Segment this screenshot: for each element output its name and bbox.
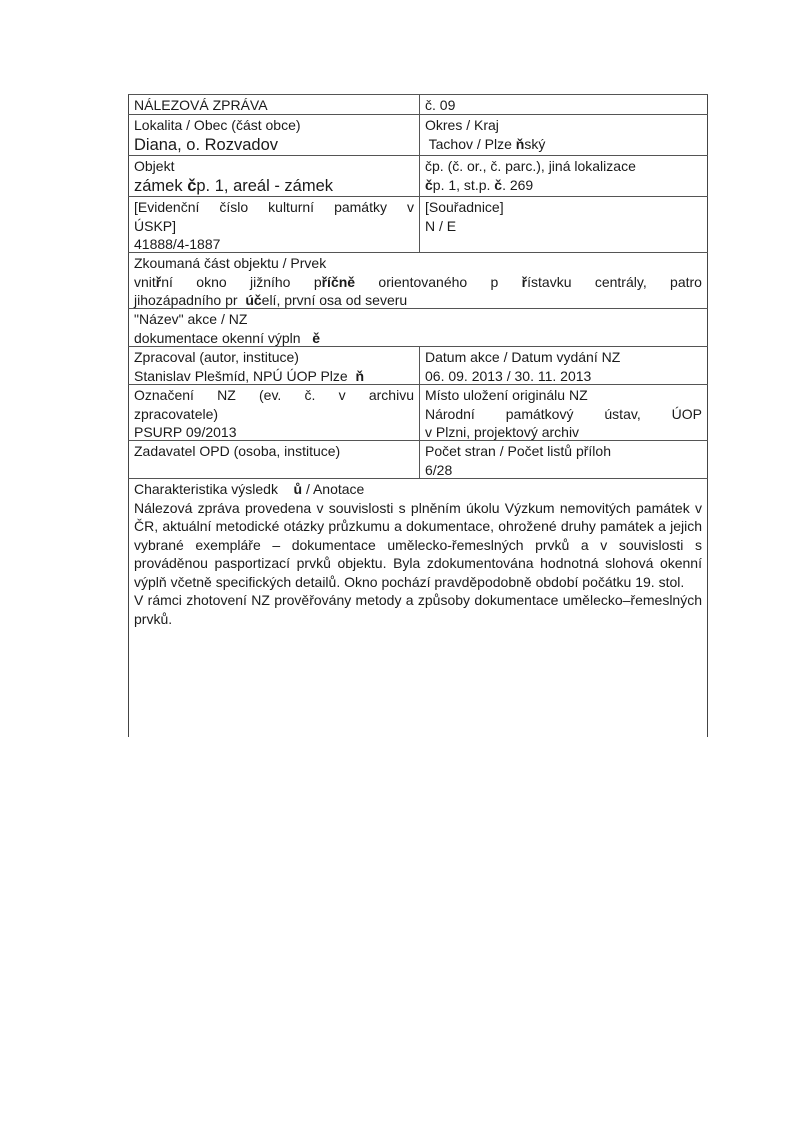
date-value: 06. 09. 2013 / 30. 11. 2013 (425, 367, 592, 384)
row-annotation (128, 478, 708, 736)
pages-value: 6/28 (425, 461, 453, 478)
locality-value: Diana, o. Rozvadov (134, 135, 278, 154)
annotation-paragraph-2: V rámci zhotovení NZ prověřovány metody a způsoby dokumentace umělecko–řemeslných prvků. (134, 592, 702, 627)
annotation-label (134, 480, 702, 499)
address-value-part: . 269 (502, 176, 534, 193)
object-value (134, 176, 414, 196)
address-value-bold: č (494, 176, 503, 193)
part-text: orientovaného p (355, 273, 522, 290)
district-cell (420, 115, 708, 155)
address-value-part: p. 1, st.p. (432, 176, 495, 193)
row-designation (128, 384, 708, 440)
name-label: "Název" akce / NZ (134, 311, 248, 327)
storage-cell (420, 385, 708, 440)
object-cell (128, 156, 420, 196)
row-title (128, 94, 708, 114)
date-cell (420, 347, 708, 384)
row-object (128, 155, 708, 196)
name-value (134, 329, 702, 347)
district-value-bold: ň (515, 135, 525, 152)
designation-value: PSURP 09/2013 (134, 424, 237, 440)
address-label: čp. (č. or., č. parc.), jiná lokalizace (425, 158, 636, 174)
report-number: č. 09 (425, 97, 456, 113)
coords-cell (420, 197, 708, 252)
object-value-part: p. 1, areál - zámek (196, 176, 334, 195)
number-cell (420, 95, 708, 114)
storage-value-line1: Národní památkový ústav, ÚOP (425, 405, 702, 422)
part-text-bold: ř (155, 273, 162, 290)
report-table (128, 94, 708, 736)
annotation-cell (128, 479, 708, 737)
name-value-part: dokumentace okenní výpln (134, 329, 313, 346)
row-part (128, 252, 708, 308)
report-title: NÁLEZOVÁ ZPRÁVA (134, 97, 268, 113)
address-value-bold: č (425, 176, 433, 193)
coords-label: [Souřadnice] (425, 199, 504, 215)
part-text-bold: říčně (321, 273, 356, 290)
author-cell (128, 347, 420, 384)
coords-value: N / E (425, 217, 457, 234)
part-text: jihozápadního pr (134, 292, 246, 308)
evidence-value: 41888/4-1887 (134, 236, 221, 252)
annotation-label-bold: ů (293, 481, 303, 497)
part-text: ní okno jižního p (161, 273, 322, 290)
address-cell (420, 156, 708, 196)
part-text: vnit (134, 273, 156, 290)
object-value-bold: č (187, 176, 197, 195)
object-label: Objekt (134, 158, 175, 174)
part-value-line1 (134, 273, 702, 292)
row-name (128, 308, 708, 346)
author-value-bold: ň (355, 367, 365, 384)
district-value-part: Tachov / Plze (425, 135, 516, 152)
pages-label: Počet stran / Počet listů příloh (425, 443, 611, 459)
storage-value-line2: v Plzni, projektový archiv (425, 424, 580, 440)
part-text-bold: ř (521, 273, 528, 290)
part-value-line2 (134, 291, 702, 308)
name-value-bold: ě (312, 329, 321, 346)
evidence-label-line1: [Evidenční číslo kulturní památky v (134, 199, 414, 215)
district-label: Okres / Kraj (425, 117, 499, 133)
locality-cell (128, 115, 420, 155)
object-value-part: zámek (134, 176, 188, 195)
annotation-label-part: Charakteristika výsledk (134, 481, 294, 497)
designation-cell (128, 385, 420, 440)
district-value-part: ský (524, 135, 546, 152)
date-label: Datum akce / Datum vydání NZ (425, 349, 621, 365)
pages-cell (420, 441, 708, 478)
title-cell (128, 95, 420, 114)
name-cell (128, 309, 708, 346)
designation-label-line1: Označení NZ (ev. č. v archivu (134, 387, 414, 403)
author-value (134, 367, 414, 385)
annotation-label-part: / Anotace (302, 481, 365, 497)
author-label: Zpracoval (autor, instituce) (134, 349, 299, 365)
storage-label: Místo uložení originálu NZ (425, 387, 588, 403)
client-cell (128, 441, 420, 478)
part-text: ístavku centrály, patro (527, 273, 702, 290)
author-value-part: Stanislav Plešmíd, NPÚ ÚOP Plze (134, 367, 356, 384)
address-value (425, 176, 702, 195)
locality-label: Lokalita / Obec (část obce) (134, 117, 301, 133)
row-client (128, 440, 708, 478)
designation-label-line2: zpracovatele) (134, 405, 219, 422)
client-label: Zadavatel OPD (osoba, instituce) (134, 443, 341, 459)
district-value (425, 135, 702, 154)
row-evidence (128, 196, 708, 252)
part-cell (128, 253, 708, 308)
part-text: elí, první osa od severu (261, 292, 408, 308)
evidence-cell (128, 197, 420, 252)
evidence-label-line2: ÚSKP] (134, 217, 177, 234)
part-label: Zkoumaná část objektu / Prvek (134, 255, 327, 271)
row-author (128, 346, 708, 384)
annotation-paragraph-1: Nálezová zpráva provedena v souvislosti s plněním úkolu Výzkum nemovitých památek v ČR, aktuální metodické otázky průzkumu a dokumentace, ohrožené druhy památek a jejich vybrané exempláře – dokumentace umělecko-řemeslných prvků a v souvislosti s prováděnou pasportizací prvků objektu. Byla zdokumentována hodnotná slohová okenní výplň včetně specifických detailů. Okno pochází pravděpodobně období počátku 19. stol. (134, 499, 702, 590)
part-text-bold: úč (245, 292, 262, 308)
row-locality (128, 114, 708, 155)
